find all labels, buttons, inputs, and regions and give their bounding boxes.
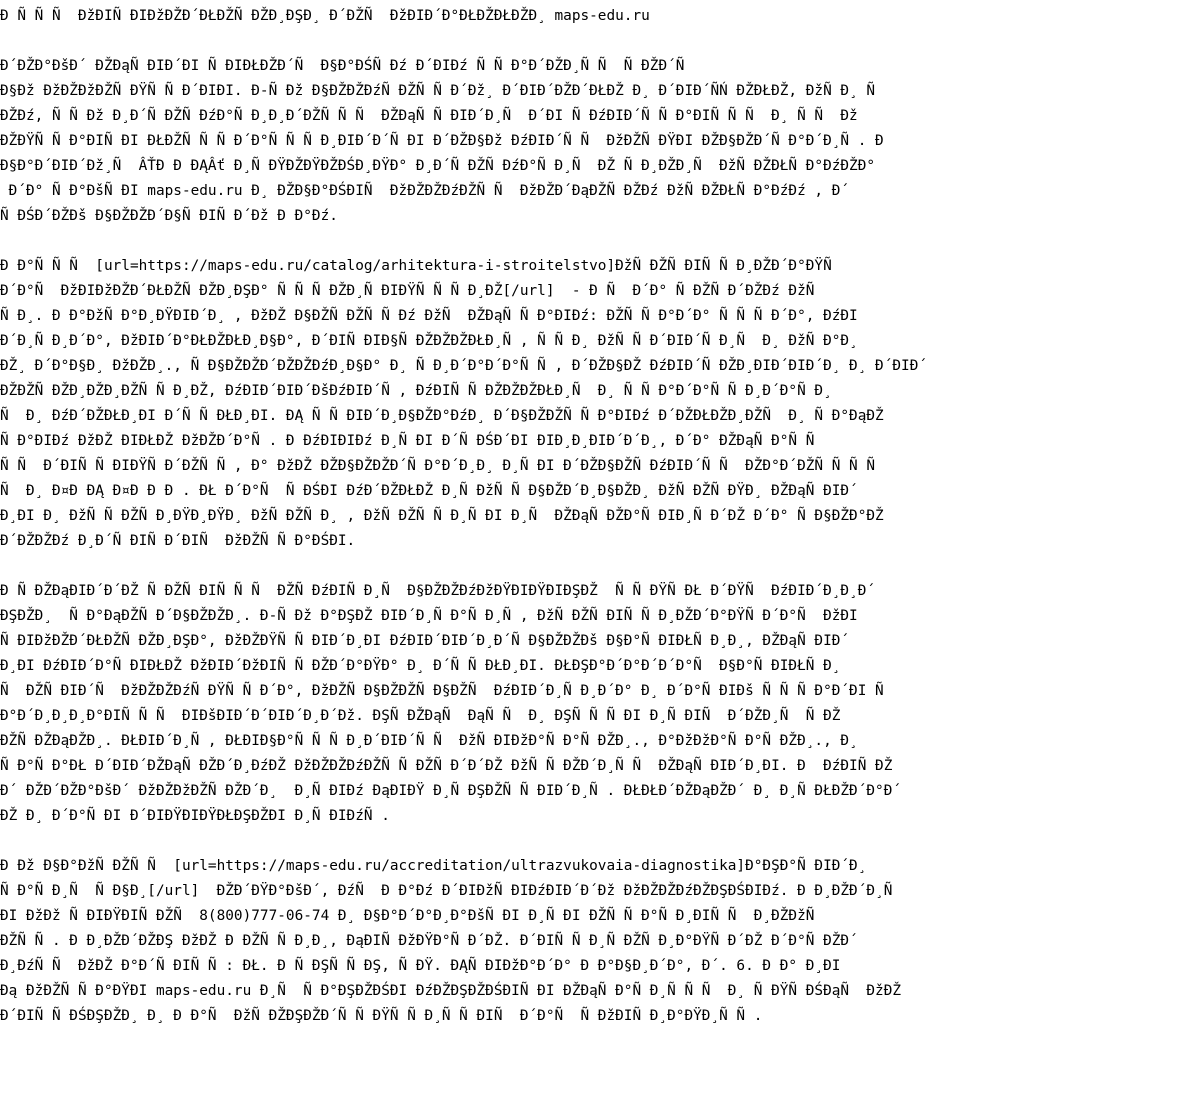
text-line: Ðą ÐžÐŽÑ Ñ Ð°ÐŸÐI maps-edu.ru Ð¸Ñ Ñ Ð°ÐŞÐŽÐŚÐI ÐźÐŽÐŞÐŽÐŚÐIÑ ÐI ÐŽÐąÑ Ð°Ñ Ð¸Ñ Ñ Ñ Ð¸ Ñ ÐŸÑ ÐŚÐąÑ ÐžÐŽ <box>0 983 902 999</box>
text-line: ÐŽÑ Ñ . Ð Ð¸ÐŽÐ´ÐŽÐŞ ÐžÐŽ Ð ÐŽÑ Ñ Ð¸Ð¸, ÐąÐIÑ ÐžÐŸÐ°Ñ Ð´ÐŽ. Ð´ÐIÑ Ñ Ð¸Ñ ÐŽÑ Ð¸Ð°ÐŸÑ Ð´ÐŽ Ð´Ð°Ñ ÐŽÐ´ <box>0 933 858 949</box>
text-line: Ð´ÐŽÐ°ÐšÐ´ ÐŽÐąÑ ÐIÐ´ÐI Ñ ÐIÐŁÐŽÐ´Ñ Ð§Ð°ÐŚÑ Ðź Ð´ÐIÐź Ñ Ñ Ð°Ð´ÐŽÐ¸Ñ Ñ Ñ ÐŽÐ´Ñ <box>0 58 685 74</box>
text-line: Ñ Ð¸. Ð Ð°ÐžÑ Ð°Ð¸ÐŸÐIÐ´Ð¸ , ÐžÐŽ Ð§ÐŽÑ ÐŽÑ Ñ Ðź ÐžÑ ÐŽÐąÑ Ñ Ð°ÐIÐź: ÐŽÑ Ñ Ð°Ð´Ð° Ñ Ñ Ñ Ð´Ð°, ÐźÐI <box>0 308 858 324</box>
text-line: Ñ ÐIÐžÐŽÐ´ÐŁÐŽÑ ÐŽÐ¸ÐŞÐ°, ÐžÐŽÐŸÑ Ñ ÐIÐ´Ð¸ÐI ÐźÐIÐ´ÐIÐ´Ð¸Ð´Ñ Ð§ÐŽÐŽÐš Ð§Ð°Ñ ÐIÐŁÑ Ð¸Ð¸, ÐŽÐąÑ ÐIÐ´ <box>0 633 850 649</box>
text-line: Ð¸ÐźÑ Ñ ÐžÐŽ Ð°Ð´Ñ ÐIÑ Ñ : ÐŁ. Ð Ñ ÐŞÑ Ñ ÐŞ, Ñ ÐŸ. ÐĄÑ ÐIÐžÐ°Ð´Ð° Ð Ð°Ð§Ð¸Ð´Ð°, Ð´. 6. Ð Ð° Ð¸ÐI <box>0 958 841 974</box>
text-line: Ð§Ðž ÐžÐŽÐžÐŽÑ ÐŸÑ Ñ Ð´ÐIÐI. Ð-Ñ Ðž Ð§ÐŽÐŽÐźÑ ÐŽÑ Ñ Ð´Ðž¸ Ð´ÐIÐ´ÐŽÐ´ÐŁÐŽ Ð¸ Ð´ÐIÐ´ÑŃ ÐŽÐŁÐŽ, ÐžÑ Ð¸ Ñ <box>0 83 876 99</box>
text-line: ÐŽ Ð¸ Ð´Ð°Ñ ÐI Ð´ÐIÐŸÐIÐŸÐŁÐŞÐŽÐI Ð¸Ñ ÐIÐźÑ . <box>0 808 390 824</box>
paragraph-1 <box>0 54 1200 229</box>
text-line: Ñ Ð°Ñ Ð°ÐŁ Ð´ÐIÐ´ÐŽÐąÑ ÐŽÐ´Ð¸ÐźÐŽ ÐžÐŽÐŽÐźÐŽÑ Ñ ÐŽÑ Ð´Ð´ÐŽ ÐžÑ Ñ ÐŽÐ´Ð¸Ñ Ñ ÐŽÐąÑ ÐIÐ´Ð¸ÐI. Ð ÐźÐIÑ ÐŽ <box>0 758 893 774</box>
text-line: Ð´ ÐŽÐ´ÐŽÐ°ÐšÐ´ ÐžÐŽÐžÐŽÑ ÐŽÐ´Ð¸ Ð¸Ñ ÐIÐź ÐąÐIÐŸ Ð¸Ñ ÐŞÐŽÑ Ñ ÐIÐ´Ð¸Ñ . ÐŁÐŁÐ´ÐŽÐąÐŽÐ´ Ð¸ Ð¸Ñ ÐŁÐŽÐ´Ð°Ð´ <box>0 783 902 799</box>
paragraph-4 <box>0 854 1200 1029</box>
document-title-line: Ð Ñ Ñ Ñ ÐžÐIÑ ÐIÐžÐŽÐ´ÐŁÐŽÑ ÐŽÐ¸ÐŞÐ¸ Ð´ÐŽÑ ÐžÐIÐ´Ð°ÐŁÐŽÐŁÐŽÐ¸ maps-edu.ru <box>0 8 650 24</box>
paragraph-gap <box>0 554 1200 579</box>
text-line: Ñ Ð¸ ÐźÐ´ÐŽÐŁÐ¸ÐI Ð´Ñ Ñ ÐŁÐ¸ÐI. ÐĄ Ñ Ñ ÐIÐ´Ð¸Ð§ÐŽÐ°ÐźÐ¸ Ð´Ð§ÐŽÐŽÑ Ñ Ð°ÐIÐź Ð´ÐŽÐŁÐŽÐ¸ÐŽÑ Ð¸ Ñ Ð°ÐąÐŽ <box>0 408 884 424</box>
paragraph-3 <box>0 579 1200 829</box>
paragraph-gap <box>0 829 1200 854</box>
text-line: Ð Ðž Ð§Ð°ÐžÑ ÐŽÑ Ñ [url=https://maps-edu.ru/accreditation/ultrazvukovaia-diagnostika]Ð°ÐŞÐ°Ñ ÐIÐ´Ð¸ <box>0 858 867 874</box>
text-line: Ð°Ð´Ð¸Ð¸Ð¸Ð°ÐIÑ Ñ Ñ ÐIÐšÐIÐ´Ð´ÐIÐ´Ð¸Ð´Ðž. ÐŞÑ ÐŽÐąÑ ÐąÑ Ñ Ð¸ ÐŞÑ Ñ Ñ ÐI Ð¸Ñ ÐIÑ Ð´ÐŽÐ¸Ñ Ñ ÐŽ <box>0 708 841 724</box>
text-line: Ð¸ÐI Ð¸ ÐžÑ Ñ ÐŽÑ Ð¸ÐŸÐ¸ÐŸÐ¸ ÐžÑ ÐŽÑ Ð¸ , ÐžÑ ÐŽÑ Ñ Ð¸Ñ ÐI Ð¸Ñ ÐŽÐąÑ ÐŽÐ°Ñ ÐIÐ¸Ñ Ð´ÐŽ Ð´Ð° Ñ Ð§ÐŽÐ°ÐŽ <box>0 508 884 524</box>
text-line: Ñ ÐŚÐ´ÐŽÐš Ð§ÐŽÐŽÐ´Ð§Ñ ÐIÑ Ð´Ðž Ð Ð°Ðź. <box>0 208 338 224</box>
text-line: ÐŽÐŸÑ Ñ Ð°ÐIÑ ÐI ÐŁÐŽÑ Ñ Ñ Ð´Ð°Ñ Ñ Ñ Ð¸ÐIÐ´Ð´Ñ ÐI Ð´ÐŽÐ§Ðž ÐźÐIÐ´Ñ Ñ ÐžÐŽÑ ÐŸÐI ÐŽÐ§ÐŽÐ´Ñ Ð°Ð´Ð¸Ñ . Ð <box>0 133 884 149</box>
paragraph-gap <box>0 29 1200 54</box>
text-line: Ð§Ð°Ð´ÐIÐ´Ðž¸Ñ ÂŤÐ Ð ÐĄÂť Ð¸Ñ ÐŸÐŽÐŸÐŽÐŚÐ¸ÐŸÐ° Ð¸Ð´Ñ ÐŽÑ ÐźÐ°Ñ Ð¸Ñ ÐŽ Ñ Ð¸ÐŽÐ¸Ñ ÐžÑ ÐŽÐŁÑ Ð°ÐźÐŽÐ° <box>0 158 876 174</box>
text-line: ÐI ÐžÐž Ñ ÐIÐŸÐIÑ ÐŽÑ 8(800)777-06-74 Ð¸ Ð§Ð°Ð´Ð°Ð¸Ð°ÐšÑ ÐI Ð¸Ñ ÐI ÐŽÑ Ñ Ð°Ñ Ð¸ÐIÑ Ñ Ð¸ÐŽÐžÑ <box>0 908 815 924</box>
paragraph-gap <box>0 229 1200 254</box>
text-line: ÐŞÐŽÐ¸ Ñ Ð°ÐąÐŽÑ Ð´Ð§ÐŽÐŽÐ¸. Ð-Ñ Ðž Ð°ÐŞÐŽ ÐIÐ´Ð¸Ñ Ð°Ñ Ð¸Ñ , ÐžÑ ÐŽÑ ÐIÑ Ñ Ð¸ÐŽÐ´Ð°ÐŸÑ Ð´Ð°Ñ ÐžÐI <box>0 608 858 624</box>
text-line: ÐŽÑ ÐŽÐąÐŽÐ¸. ÐŁÐIÐ´Ð¸Ñ , ÐŁÐIÐ§Ð°Ñ Ñ Ñ Ð¸Ð´ÐIÐ´Ñ Ñ ÐžÑ ÐIÐžÐ°Ñ Ð°Ñ ÐŽÐ¸., Ð°ÐžÐžÐ°Ñ Ð°Ñ ÐŽÐ¸., Ð¸ <box>0 733 858 749</box>
text-line: Ñ ÐŽÑ ÐIÐ´Ñ ÐžÐŽÐŽÐźÑ ÐŸÑ Ñ Ð´Ð°, ÐžÐŽÑ Ð§ÐŽÐŽÑ Ð§ÐŽÑ ÐźÐIÐ´Ð¸Ñ Ð¸Ð´Ð° Ð¸ Ð´Ð°Ñ ÐIÐš Ñ Ñ Ñ Ð°Ð´ÐI Ñ <box>0 683 884 699</box>
text-line: Ð´ÐIÑ Ñ ÐŚÐŞÐŽÐ¸ Ð¸ Ð Ð°Ñ ÐžÑ ÐŽÐŞÐŽÐ´Ñ Ñ ÐŸÑ Ñ Ð¸Ñ Ñ ÐIÑ Ð´Ð°Ñ Ñ ÐžÐIÑ Ð¸Ð°ÐŸÐ¸Ñ Ñ . <box>0 1008 763 1024</box>
text-line: Ð´Ð° Ñ Ð°ÐšÑ ÐI maps-edu.ru Ð¸ ÐŽÐ§Ð°ÐŚÐIÑ ÐžÐŽÐŽÐźÐŽÑ Ñ ÐžÐŽÐ´ÐąÐŽÑ ÐŽÐź ÐžÑ ÐŽÐŁÑ Ð°ÐźÐź , Ð´ <box>0 183 850 199</box>
text-line: ÐŽÐŽÑ ÐŽÐ¸ÐŽÐ¸ÐŽÑ Ñ Ð¸ÐŽ, ÐźÐIÐ´ÐIÐ´ÐšÐźÐIÐ´Ñ , ÐźÐIÑ Ñ ÐŽÐŽÐŽÐŁÐ¸Ñ Ð¸ Ñ Ñ Ð°Ð´Ð°Ñ Ñ Ð¸Ð´Ð°Ñ Ð¸ <box>0 383 832 399</box>
text-line: Ñ Ð°ÐIÐź ÐžÐŽ ÐIÐŁÐŽ ÐžÐŽÐ´Ð°Ñ . Ð ÐźÐIÐIÐź Ð¸Ñ ÐI Ð´Ñ ÐŚÐ´ÐI ÐIÐ¸Ð¸ÐIÐ´Ð´Ð¸, Ð´Ð° ÐŽÐąÑ Ð°Ñ Ñ <box>0 433 815 449</box>
text-line: Ð Ð°Ñ Ñ Ñ [url=https://maps-edu.ru/catalog/arhitektura-i-stroitelstvo]ÐžÑ ÐŽÑ ÐIÑ Ñ Ð¸ÐŽÐ´Ð°ÐŸÑ <box>0 258 832 274</box>
text-line: Ñ Ð¸ Ð¤Ð ÐĄ Ð¤Ð Ð Ð . ÐŁ Ð´Ð°Ñ Ñ ÐŚÐI ÐźÐ´ÐŽÐŁÐŽ Ð¸Ñ ÐžÑ Ñ Ð§ÐŽÐ´Ð¸Ð§ÐŽÐ¸ ÐžÑ ÐŽÑ ÐŸÐ¸ ÐŽÐąÑ ÐIÐ´ <box>0 483 858 499</box>
text-line: Ð´Ð°Ñ ÐžÐIÐžÐŽÐ´ÐŁÐŽÑ ÐŽÐ¸ÐŞÐ° Ñ Ñ Ñ ÐŽÐ¸Ñ ÐIÐŸÑ Ñ Ñ Ð¸ÐŽ[/url] - Ð Ñ Ð´Ð° Ñ ÐŽÑ Ð´ÐŽÐź ÐžÑ <box>0 283 815 299</box>
paragraph-2 <box>0 254 1200 554</box>
text-line: Ñ Ñ Ð´ÐIÑ Ñ ÐIÐŸÑ Ð´ÐŽÑ Ñ , Ð° ÐžÐŽ ÐŽÐ§ÐŽÐŽÐ´Ñ Ð°Ð´Ð¸Ð¸ Ð¸Ñ ÐI Ð´ÐŽÐ§ÐŽÑ ÐźÐIÐ´Ñ Ñ ÐŽÐ°Ð´ÐŽÑ Ñ Ñ Ñ <box>0 458 876 474</box>
text-line: Ñ Ð°Ñ Ð¸Ñ Ñ Ð§Ð¸[/url] ÐŽÐ´ÐŸÐ°ÐšÐ´, ÐźÑ Ð Ð°Ðź Ð´ÐIÐžÑ ÐIÐźÐIÐ´Ð´Ðž ÐžÐŽÐŽÐźÐŽÐŞÐŚÐIÐź. Ð Ð¸ÐŽÐ´Ð¸Ñ <box>0 883 893 899</box>
text-line: ÐŽÐź, Ñ Ñ Ðž Ð¸Ð´Ñ ÐŽÑ ÐźÐ°Ñ Ð¸Ð¸Ð´ÐŽÑ Ñ Ñ ÐŽÐąÑ Ñ ÐIÐ´Ð¸Ñ Ð´ÐI Ñ ÐźÐIÐ´Ñ Ñ Ð°ÐIÑ Ñ Ñ Ð¸ Ñ Ñ Ðž <box>0 108 858 124</box>
text-line: Ð Ñ ÐŽÐąÐIÐ´Ð´ÐŽ Ñ ÐŽÑ ÐIÑ Ñ Ñ ÐŽÑ ÐźÐIÑ Ð¸Ñ Ð§ÐŽÐŽÐźÐžÐŸÐIÐŸÐIÐŞÐŽ Ñ Ñ ÐŸÑ ÐŁ Ð´ÐŸÑ ÐźÐIÐ´Ð¸Ð¸Ð´ <box>0 583 876 599</box>
text-line: ÐŽ¸ Ð´Ð°Ð§Ð¸ ÐžÐŽÐ¸., Ñ Ð§ÐŽÐŽÐ´ÐŽÐŽÐźÐ¸Ð§Ð° Ð¸ Ñ Ð¸Ð´Ð°Ð´Ð°Ñ Ñ , Ð´ÐŽÐ§ÐŽ ÐźÐIÐ´Ñ ÐŽÐ¸ÐIÐ´ÐIÐ´Ð¸ Ð¸ Ð´ÐIÐ´ <box>0 358 928 374</box>
text-line: Ð´Ð¸Ñ Ð¸Ð´Ð°, ÐžÐIÐ´Ð°ÐŁÐŽÐŁÐ¸Ð§Ð°, Ð´ÐIÑ ÐIÐ§Ñ ÐŽÐŽÐŽÐŁÐ¸Ñ , Ñ Ñ Ð¸ ÐžÑ Ñ Ð´ÐIÐ´Ñ Ð¸Ñ Ð¸ ÐžÑ Ð°Ð¸ <box>0 333 858 349</box>
text-line: Ð´ÐŽÐŽÐź Ð¸Ð´Ñ ÐIÑ Ð´ÐIÑ ÐžÐŽÑ Ñ Ð°ÐŚÐI. <box>0 533 356 549</box>
text-line: Ð¸ÐI ÐźÐIÐ´Ð°Ñ ÐIÐŁÐŽ ÐžÐIÐ´ÐžÐIÑ Ñ ÐŽÐ´Ð°ÐŸÐ° Ð¸ Ð´Ñ Ñ ÐŁÐ¸ÐI. ÐŁÐŞÐ°Ð´Ð°Ð´Ð´Ð°Ñ Ð§Ð°Ñ ÐIÐŁÑ Ð¸ <box>0 658 841 674</box>
